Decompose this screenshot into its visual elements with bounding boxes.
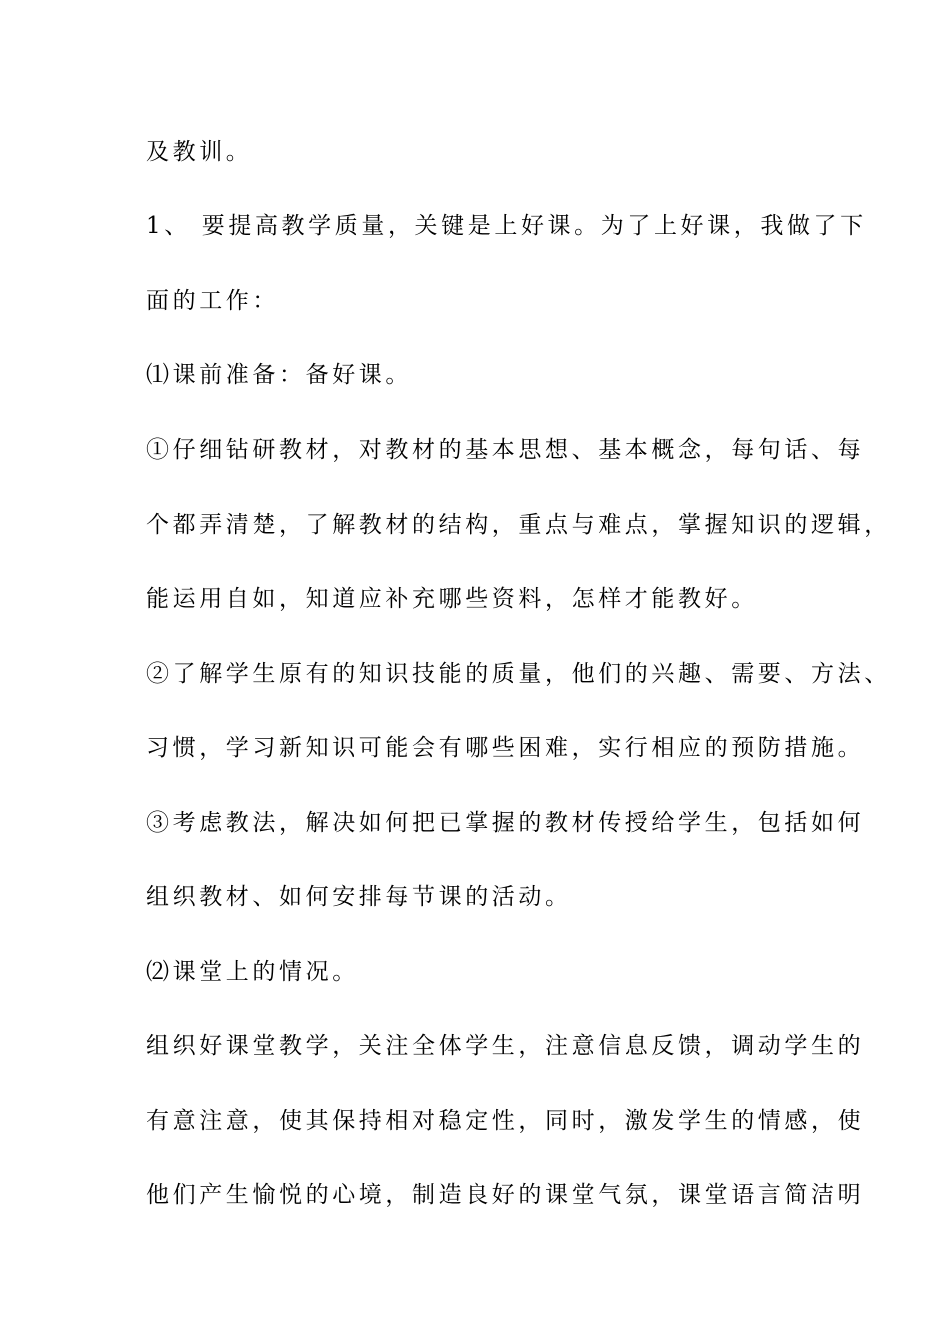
text-line: 面的工作： [146,288,279,314]
text-line: 组织好课堂教学，关注全体学生，注意信息反馈，调动学生的 [146,1033,865,1059]
text-line: 1、 要提高教学质量，关键是上好课。为了上好课，我做了下 [146,213,867,239]
text-line: 能运用自如，知道应补充哪些资料，怎样才能教好。 [146,586,758,612]
text-line: 他们产生愉悦的心境，制造良好的课堂气氛，课堂语言简洁明 [146,1182,865,1208]
text-line: 及教训。 [146,139,253,165]
text-line: ①仔细钻研教材，对教材的基本思想、基本概念，每句话、每 [146,437,865,463]
text-line: ⑴课前准备：备好课。 [146,362,412,388]
text-line: ②了解学生原有的知识技能的质量，他们的兴趣、需要、方法、 [146,661,891,687]
text-line: 习惯，学习新知识可能会有哪些困难，实行相应的预防措施。 [146,735,865,761]
text-line: ③考虑教法，解决如何把已掌握的教材传授给学生，包括如何 [146,810,865,836]
text-line: 组织教材、如何安排每节课的活动。 [146,884,572,910]
text-line: 个都弄清楚，了解教材的结构，重点与难点，掌握知识的逻辑， [146,512,891,538]
text-line: 有意注意，使其保持相对稳定性，同时，激发学生的情感，使 [146,1108,865,1134]
text-line: ⑵课堂上的情况。 [146,959,359,985]
